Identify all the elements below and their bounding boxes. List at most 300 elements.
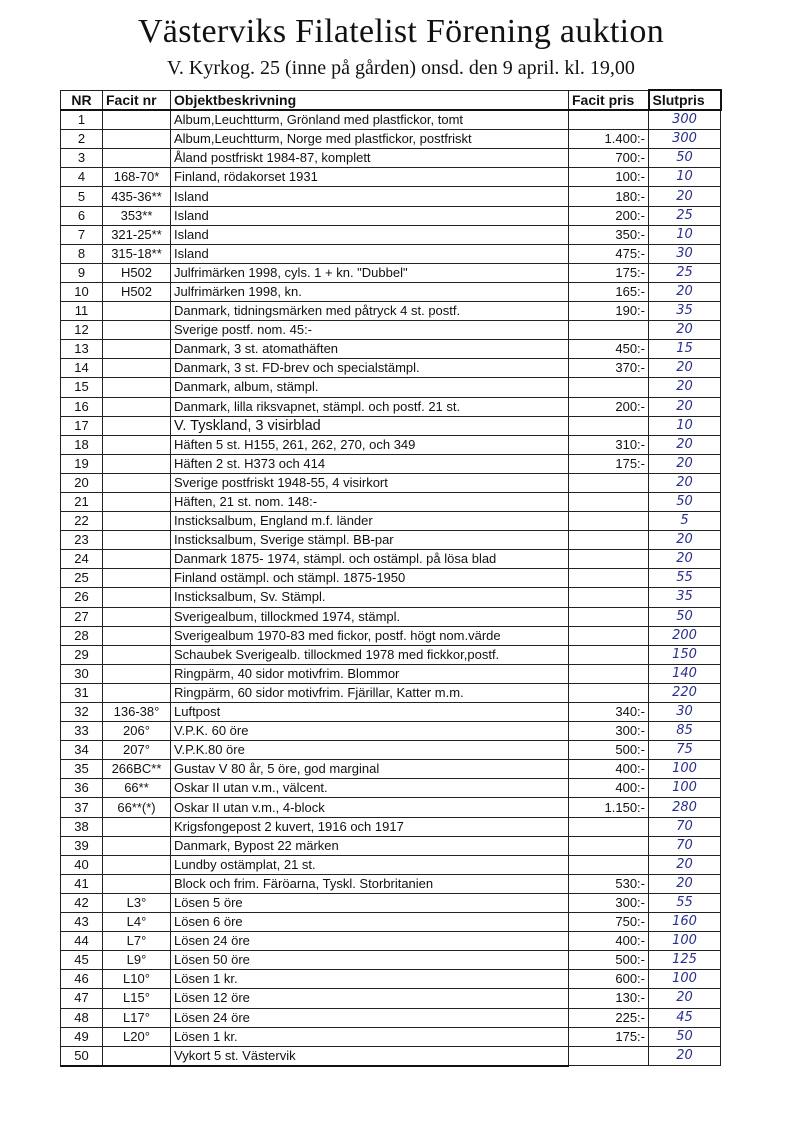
object-description: Lösen 50 öre: [171, 951, 569, 970]
facit-number: 168-70*: [103, 168, 171, 187]
row-number: 9: [61, 263, 103, 282]
facit-price: [569, 550, 649, 569]
row-number: 32: [61, 703, 103, 722]
final-price: 20: [649, 435, 721, 454]
final-price: 20: [649, 531, 721, 550]
table-row: [61, 760, 721, 779]
facit-number: [103, 397, 171, 416]
table-row: [61, 435, 721, 454]
facit-price: 500:-: [569, 741, 649, 760]
facit-price: 370:-: [569, 359, 649, 378]
facit-number: [103, 302, 171, 321]
facit-number: L10°: [103, 970, 171, 989]
object-description: Island: [171, 225, 569, 244]
table-row: [61, 225, 721, 244]
object-description: Schaubek Sverigealb. tillockmed 1978 med fickkor,postf.: [171, 645, 569, 664]
facit-number: [103, 817, 171, 836]
object-description: Finland ostämpl. och stämpl. 1875-1950: [171, 569, 569, 588]
facit-price: [569, 569, 649, 588]
final-price: 300: [649, 110, 721, 130]
object-description: Lösen 5 öre: [171, 893, 569, 912]
facit-number: [103, 645, 171, 664]
facit-price: [569, 512, 649, 531]
object-description: V. Tyskland, 3 visirblad: [171, 416, 569, 435]
row-number: 37: [61, 798, 103, 817]
facit-number: [103, 1046, 171, 1066]
object-description: Finland, rödakorset 1931: [171, 168, 569, 187]
final-price: 70: [649, 836, 721, 855]
table-row: [61, 817, 721, 836]
object-description: Sverigealbum, tillockmed 1974, stämpl.: [171, 607, 569, 626]
final-price: 20: [649, 187, 721, 206]
facit-price: 500:-: [569, 951, 649, 970]
object-description: Island: [171, 187, 569, 206]
object-description: Sverige postf. nom. 45:-: [171, 321, 569, 340]
table-row: [61, 703, 721, 722]
object-description: Häften, 21 st. nom. 148:-: [171, 492, 569, 511]
row-number: 38: [61, 817, 103, 836]
object-description: Lösen 1 kr.: [171, 970, 569, 989]
object-description: Album,Leuchtturm, Norge med plastfickor, postfriskt: [171, 130, 569, 149]
final-price: 25: [649, 206, 721, 225]
facit-price: 190:-: [569, 302, 649, 321]
table-row: [61, 359, 721, 378]
final-price: 70: [649, 817, 721, 836]
table-row: [61, 779, 721, 798]
table-row: [61, 1046, 721, 1066]
facit-number: 206°: [103, 722, 171, 741]
document-subtitle: V. Kyrkog. 25 (inne på gården) onsd. den 9 april. kl. 19,00: [167, 57, 635, 79]
facit-price: 175:-: [569, 1027, 649, 1046]
row-number: 40: [61, 855, 103, 874]
row-number: 21: [61, 492, 103, 511]
facit-number: [103, 588, 171, 607]
table-row: [61, 206, 721, 225]
final-price: 160: [649, 913, 721, 932]
facit-price: [569, 607, 649, 626]
facit-price: 225:-: [569, 1008, 649, 1027]
row-number: 12: [61, 321, 103, 340]
row-number: 13: [61, 340, 103, 359]
final-price: 20: [649, 473, 721, 492]
facit-price: 130:-: [569, 989, 649, 1008]
row-number: 8: [61, 244, 103, 263]
final-price: 10: [649, 168, 721, 187]
object-description: Danmark, Bypost 22 märken: [171, 836, 569, 855]
final-price: 85: [649, 722, 721, 741]
object-description: Ringpärm, 40 sidor motivfrim. Blommor: [171, 664, 569, 683]
row-number: 16: [61, 397, 103, 416]
facit-number: [103, 435, 171, 454]
facit-price: [569, 1046, 649, 1066]
facit-number: [103, 416, 171, 435]
facit-price: 100:-: [569, 168, 649, 187]
auction-table: [60, 89, 722, 1067]
final-price: 55: [649, 569, 721, 588]
final-price: 30: [649, 244, 721, 263]
facit-price: 400:-: [569, 760, 649, 779]
facit-price: 750:-: [569, 913, 649, 932]
final-price: 15: [649, 340, 721, 359]
final-price: 125: [649, 951, 721, 970]
facit-price: 340:-: [569, 703, 649, 722]
table-body: [61, 110, 721, 1066]
table-row: [61, 263, 721, 282]
facit-price: 1.150:-: [569, 798, 649, 817]
object-description: Danmark, lilla riksvapnet, stämpl. och postf. 21 st.: [171, 397, 569, 416]
facit-price: [569, 473, 649, 492]
row-number: 49: [61, 1027, 103, 1046]
row-number: 11: [61, 302, 103, 321]
table-row: [61, 416, 721, 435]
facit-price: [569, 836, 649, 855]
row-number: 36: [61, 779, 103, 798]
object-description: Ringpärm, 60 sidor motivfrim. Fjärillar, Katter m.m.: [171, 683, 569, 702]
final-price: 20: [649, 282, 721, 301]
table-row: [61, 741, 721, 760]
facit-price: 175:-: [569, 263, 649, 282]
table-row: [61, 588, 721, 607]
row-number: 50: [61, 1046, 103, 1066]
facit-number: 266BC**: [103, 760, 171, 779]
facit-price: 600:-: [569, 970, 649, 989]
facit-number: [103, 378, 171, 397]
object-description: Lösen 24 öre: [171, 1008, 569, 1027]
facit-price: 475:-: [569, 244, 649, 263]
row-number: 10: [61, 282, 103, 301]
final-price: 150: [649, 645, 721, 664]
facit-number: [103, 454, 171, 473]
object-description: Danmark 1875- 1974, stämpl. och ostämpl. på lösa blad: [171, 550, 569, 569]
table-row: [61, 798, 721, 817]
object-description: Insticksalbum, Sverige stämpl. BB-par: [171, 531, 569, 550]
facit-number: [103, 531, 171, 550]
object-description: Danmark, album, stämpl.: [171, 378, 569, 397]
final-price: 100: [649, 779, 721, 798]
row-number: 7: [61, 225, 103, 244]
facit-number: [103, 874, 171, 893]
table-row: [61, 932, 721, 951]
table-row: [61, 149, 721, 168]
object-description: Åland postfriskt 1984-87, komplett: [171, 149, 569, 168]
final-price: 45: [649, 1008, 721, 1027]
row-number: 19: [61, 454, 103, 473]
facit-price: 450:-: [569, 340, 649, 359]
facit-price: 300:-: [569, 722, 649, 741]
object-description: Lundby ostämplat, 21 st.: [171, 855, 569, 874]
row-number: 17: [61, 416, 103, 435]
row-number: 26: [61, 588, 103, 607]
facit-number: [103, 550, 171, 569]
facit-number: 353**: [103, 206, 171, 225]
row-number: 1: [61, 110, 103, 130]
facit-number: 321-25**: [103, 225, 171, 244]
final-price: 25: [649, 263, 721, 282]
table-row: [61, 874, 721, 893]
object-description: Julfrimärken 1998, kn.: [171, 282, 569, 301]
object-description: Island: [171, 244, 569, 263]
facit-price: [569, 664, 649, 683]
row-number: 42: [61, 893, 103, 912]
object-description: Danmark, 3 st. FD-brev och specialstämpl.: [171, 359, 569, 378]
facit-number: [103, 664, 171, 683]
final-price: 50: [649, 1027, 721, 1046]
final-price: 20: [649, 855, 721, 874]
final-price: 50: [649, 492, 721, 511]
row-number: 22: [61, 512, 103, 531]
final-price: 20: [649, 1046, 721, 1066]
table-row: [61, 321, 721, 340]
row-number: 24: [61, 550, 103, 569]
table-row: [61, 187, 721, 206]
column-header-nr: NR: [61, 90, 103, 110]
facit-number: L4°: [103, 913, 171, 932]
table-row: [61, 836, 721, 855]
final-price: 75: [649, 741, 721, 760]
row-number: 14: [61, 359, 103, 378]
table-row: [61, 1008, 721, 1027]
document-title: Västerviks Filatelist Förening auktion: [137, 13, 665, 50]
facit-price: [569, 645, 649, 664]
table-row: [61, 302, 721, 321]
column-header-description: Objektbeskrivning: [171, 90, 569, 110]
row-number: 34: [61, 741, 103, 760]
object-description: Krigsfongepost 2 kuvert, 1916 och 1917: [171, 817, 569, 836]
facit-number: [103, 512, 171, 531]
row-number: 23: [61, 531, 103, 550]
table-row: [61, 282, 721, 301]
facit-number: 66**: [103, 779, 171, 798]
row-number: 30: [61, 664, 103, 683]
table-row: [61, 340, 721, 359]
table-row: [61, 473, 721, 492]
table-row: [61, 531, 721, 550]
facit-number: L15°: [103, 989, 171, 1008]
object-description: Lösen 1 kr.: [171, 1027, 569, 1046]
table-row: [61, 512, 721, 531]
final-price: 30: [649, 703, 721, 722]
final-price: 55: [649, 893, 721, 912]
facit-number: [103, 110, 171, 130]
facit-number: [103, 569, 171, 588]
table-row: [61, 378, 721, 397]
row-number: 27: [61, 607, 103, 626]
final-price: 100: [649, 760, 721, 779]
object-description: Häften 2 st. H373 och 414: [171, 454, 569, 473]
facit-number: [103, 492, 171, 511]
facit-number: H502: [103, 282, 171, 301]
final-price: 20: [649, 550, 721, 569]
object-description: Danmark, 3 st. atomathäften: [171, 340, 569, 359]
table-row: [61, 492, 721, 511]
facit-price: [569, 531, 649, 550]
table-row: [61, 607, 721, 626]
facit-number: [103, 359, 171, 378]
facit-number: 66**(*): [103, 798, 171, 817]
object-description: Island: [171, 206, 569, 225]
facit-number: 435-36**: [103, 187, 171, 206]
facit-price: 200:-: [569, 206, 649, 225]
row-number: 15: [61, 378, 103, 397]
object-description: Insticksalbum, England m.f. länder: [171, 512, 569, 531]
object-description: Julfrimärken 1998, cyls. 1 + kn. "Dubbel": [171, 263, 569, 282]
facit-price: [569, 378, 649, 397]
facit-number: [103, 607, 171, 626]
table-row: [61, 970, 721, 989]
object-description: Gustav V 80 år, 5 öre, god marginal: [171, 760, 569, 779]
object-description: Lösen 6 öre: [171, 913, 569, 932]
table-row: [61, 683, 721, 702]
table-row: [61, 989, 721, 1008]
table-row: [61, 626, 721, 645]
facit-number: H502: [103, 263, 171, 282]
facit-number: [103, 855, 171, 874]
final-price: 20: [649, 359, 721, 378]
table-row: [61, 913, 721, 932]
table-row: [61, 454, 721, 473]
facit-price: 300:-: [569, 893, 649, 912]
object-description: Lösen 12 öre: [171, 989, 569, 1008]
facit-number: L3°: [103, 893, 171, 912]
facit-price: [569, 588, 649, 607]
final-price: 300: [649, 130, 721, 149]
final-price: 50: [649, 607, 721, 626]
final-price: 20: [649, 321, 721, 340]
column-header-facit-pris: Facit pris: [569, 90, 649, 110]
facit-price: 400:-: [569, 779, 649, 798]
final-price: 35: [649, 302, 721, 321]
table-row: [61, 645, 721, 664]
final-price: 280: [649, 798, 721, 817]
final-price: 100: [649, 970, 721, 989]
table-row: [61, 397, 721, 416]
object-description: Danmark, tidningsmärken med påtryck 4 st. postf.: [171, 302, 569, 321]
object-description: Oskar II utan v.m., 4-block: [171, 798, 569, 817]
column-header-facit-nr: Facit nr: [103, 90, 171, 110]
row-number: 47: [61, 989, 103, 1008]
final-price: 200: [649, 626, 721, 645]
final-price: 100: [649, 932, 721, 951]
object-description: V.P.K. 60 öre: [171, 722, 569, 741]
row-number: 29: [61, 645, 103, 664]
final-price: 20: [649, 454, 721, 473]
final-price: 220: [649, 683, 721, 702]
final-price: 20: [649, 874, 721, 893]
facit-price: [569, 855, 649, 874]
row-number: 20: [61, 473, 103, 492]
facit-number: [103, 321, 171, 340]
row-number: 4: [61, 168, 103, 187]
object-description: Häften 5 st. H155, 261, 262, 270, och 349: [171, 435, 569, 454]
final-price: 20: [649, 397, 721, 416]
final-price: 140: [649, 664, 721, 683]
table-row: [61, 569, 721, 588]
facit-number: L20°: [103, 1027, 171, 1046]
facit-number: [103, 149, 171, 168]
final-price: 5: [649, 512, 721, 531]
facit-number: 315-18**: [103, 244, 171, 263]
row-number: 28: [61, 626, 103, 645]
facit-number: L7°: [103, 932, 171, 951]
row-number: 35: [61, 760, 103, 779]
table-row: [61, 550, 721, 569]
final-price: 20: [649, 989, 721, 1008]
object-description: Album,Leuchtturm, Grönland med plastfickor, tomt: [171, 110, 569, 130]
facit-price: [569, 817, 649, 836]
table-row: [61, 110, 721, 130]
object-description: Sverigealbum 1970-83 med fickor, postf. högt nom.värde: [171, 626, 569, 645]
facit-price: 200:-: [569, 397, 649, 416]
facit-number: [103, 626, 171, 645]
facit-price: 180:-: [569, 187, 649, 206]
facit-number: L9°: [103, 951, 171, 970]
row-number: 43: [61, 913, 103, 932]
facit-price: [569, 492, 649, 511]
row-number: 46: [61, 970, 103, 989]
table-row: [61, 664, 721, 683]
row-number: 41: [61, 874, 103, 893]
facit-price: [569, 110, 649, 130]
facit-number: L17°: [103, 1008, 171, 1027]
facit-price: [569, 321, 649, 340]
facit-number: [103, 130, 171, 149]
final-price: 35: [649, 588, 721, 607]
facit-number: [103, 340, 171, 359]
facit-number: [103, 683, 171, 702]
table-header-row: [61, 90, 721, 110]
facit-price: 400:-: [569, 932, 649, 951]
column-header-slutpris: Slutpris: [649, 90, 721, 110]
table-row: [61, 130, 721, 149]
object-description: Luftpost: [171, 703, 569, 722]
facit-price: 175:-: [569, 454, 649, 473]
facit-price: 350:-: [569, 225, 649, 244]
facit-price: 700:-: [569, 149, 649, 168]
final-price: 10: [649, 225, 721, 244]
final-price: 10: [649, 416, 721, 435]
facit-price: 165:-: [569, 282, 649, 301]
object-description: Sverige postfriskt 1948-55, 4 visirkort: [171, 473, 569, 492]
row-number: 44: [61, 932, 103, 951]
row-number: 3: [61, 149, 103, 168]
final-price: 50: [649, 149, 721, 168]
object-description: Block och frim. Färöarna, Tyskl. Storbritanien: [171, 874, 569, 893]
facit-number: [103, 836, 171, 855]
object-description: Insticksalbum, Sv. Stämpl.: [171, 588, 569, 607]
table-row: [61, 722, 721, 741]
row-number: 6: [61, 206, 103, 225]
row-number: 45: [61, 951, 103, 970]
facit-price: [569, 626, 649, 645]
table-row: [61, 855, 721, 874]
row-number: 25: [61, 569, 103, 588]
facit-number: 207°: [103, 741, 171, 760]
row-number: 2: [61, 130, 103, 149]
object-description: Oskar II utan v.m., välcent.: [171, 779, 569, 798]
facit-price: [569, 416, 649, 435]
object-description: Lösen 24 öre: [171, 932, 569, 951]
row-number: 33: [61, 722, 103, 741]
facit-price: 530:-: [569, 874, 649, 893]
facit-price: 1.400:-: [569, 130, 649, 149]
row-number: 39: [61, 836, 103, 855]
facit-price: [569, 683, 649, 702]
object-description: Vykort 5 st. Västervik: [171, 1046, 569, 1066]
row-number: 18: [61, 435, 103, 454]
final-price: 20: [649, 378, 721, 397]
facit-number: [103, 473, 171, 492]
row-number: 5: [61, 187, 103, 206]
